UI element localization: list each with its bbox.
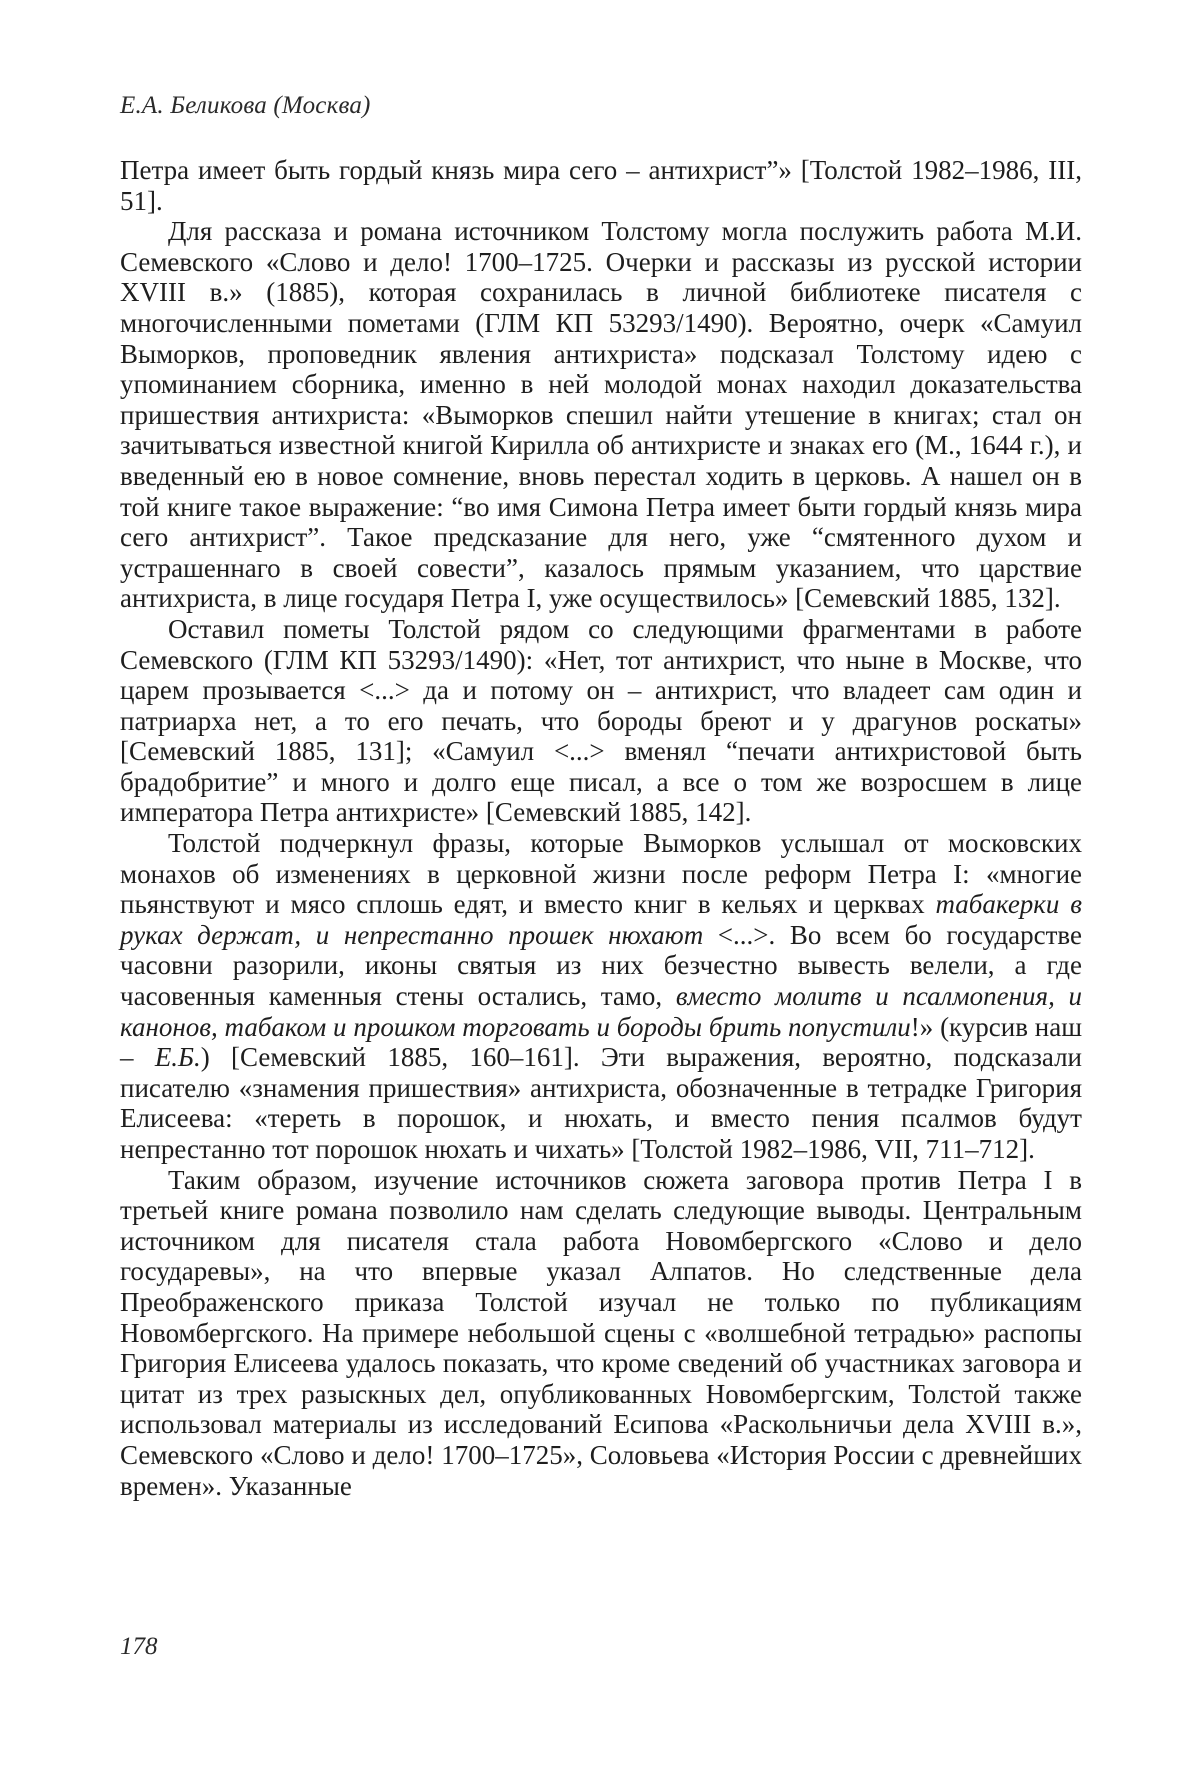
paragraph-text: !» (курсив наш – — [120, 1011, 1083, 1073]
paragraph-text: Таким образом, изучение источников сюжета заговора против Петра I в третьей книге романа позволило нам сделать следующие выводы. Центральным источником для писателя стала работа Новомбергского «Слово и дело государевы», на что впервые указал Алпатов. Но следственные дела Преображенского приказа Толстой изучал не только по публикациям Новомбергского. На примере небольшой сцены с «волшебной тетрадью» распопы Григория Елисеева удалось показать, что кроме сведений об участниках заговора и цитат из трех разыскных дел, опубликованных Новомбергским, Толстой также использовал материалы из исследований Есипова «Раскольничьи дела XVIII в.», Семевского «Слово и дело! 1700–1725», Соловьева «История России с древнейших времен». Указанные — [120, 1164, 1082, 1501]
paragraph-text: Оставил пометы Толстой рядом со следующими фрагментами в работе Семевского (ГЛМ КП 53293/1490): «Нет, тот антихрист, что ныне в Москве, что царем прозывается <...> да и потому он – антихрист, что владеет сам один и патриарха нет, а то его печать, что бороды бреют и у драгунов роскаты» [Семевский 1885, 131]; «Самуил <...> вменял “печати антихристовой быть брадобритие” и много и долго еще писал, а все о том же возросшем в лице императора Петра антихристе» [Семевский 1885, 142]. — [120, 613, 1082, 828]
body-text — [120, 155, 1082, 1501]
paragraph-text: Петра имеет быть гордый князь мира сего – антихрист”» [Толстой 1982–1986, III, 51]. — [120, 155, 1082, 216]
paragraph — [120, 1165, 1082, 1502]
italic-text: Е.Б. — [154, 1042, 201, 1073]
page-number: 178 — [120, 1633, 158, 1660]
paragraph — [120, 828, 1082, 1165]
paragraph-text: ) [Семевский 1885, 160–161]. Эти выражения, вероятно, подсказали писателю «знамения пришествия» антихриста, обозначенные в тетрадке Григория Елисеева: «тереть в порошок, и нюхать, и вместо пения псалмов будут непрестанно тот порошок нюхать и чихать» [Толстой 1982–1986, VII, 711–712]. — [120, 1042, 1083, 1164]
paragraph-text: Толстой подчеркнул фразы, которые Выморков услышал от московских монахов об изменениях в церковной жизни после реформ Петра I: «многие пьянствуют и мясо сплошь едят, и вместо книг в кельях и церквах — [120, 828, 1082, 920]
paragraph — [120, 614, 1082, 828]
paragraph — [120, 155, 1082, 216]
paragraph-text: Для рассказа и романа источником Толстому могла послужить работа М.И. Семевского «Слово и дело! 1700–1725. Очерки и рассказы из русской истории XVIII в.» (1885), которая сохранилась в личной библиотеке писателя с многочисленными пометами (ГЛМ КП 53293/1490). Вероятно, очерк «Самуил Выморков, проповедник явления антихриста» подсказал Толстому идею с упоминанием сборника, именно в ней молодой монах находил доказательства пришествия антихриста: «Выморков спешил найти утешение в книгах; стал он зачитываться известной книгой Кирилла об антихристе и знаках его (М., 1644 г.), и введенный ею в новое сомнение, вновь перестал ходить в церковь. А нашел он в той книге такое выражение: “во имя Симона Петра имеет быти гордый князь мира сего антихрист”. Такое предсказание для него, уже “смятенного духом и устрашеннаго в своей совести”, казалось прямым указанием, что царствие антихриста, в лице государя Петра I, уже осуществилось» [Семевский 1885, 132]. — [120, 216, 1082, 614]
paragraph-text: <...>. Во всем бо государстве часовни разорили, иконы святыя из них безчестно вывесть велели, а где часовенныя каменныя стены остались, тамо, — [120, 919, 1082, 1012]
paragraph — [120, 216, 1082, 614]
italic-text: табакерки в руках держат, и непрестанно прошек нюхают — [120, 889, 1082, 950]
running-head: Е.А. Беликова (Москва) — [120, 92, 371, 119]
italic-text: вместо молитв и псалмопения, и канонов, табаком и прошком торговать и бороды брить попустили — [120, 981, 1082, 1042]
